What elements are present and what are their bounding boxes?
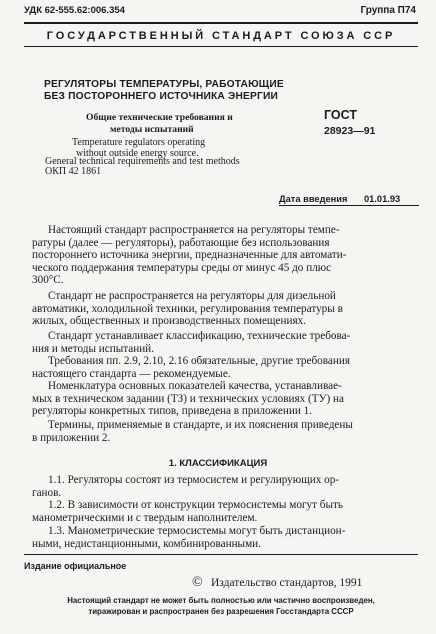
copyright-text: Издательство стандартов, 1991 [211,577,363,589]
header-rule [24,46,418,47]
english-title-line-2: without outside energy source. [76,148,199,159]
paragraph-classification-note [32,330,404,355]
clause-1-2 [32,499,404,524]
paragraph-exclusions [32,290,404,328]
subtitle-line-2: методы испытаний [110,124,194,135]
text-line: ганов. [32,486,62,499]
text-line: ратуры (далее — регуляторы), работающие без использования [32,236,330,249]
english-title-line-3: General technical requirements and test methods [45,156,240,167]
top-rule [24,22,418,24]
intro-date-value: 01.01.93 [364,194,401,204]
text-line: ными, недистанционными, комбинированными. [32,537,261,550]
clause-1-1 [32,474,404,499]
udk-code: УДК 62-555.62:006.354 [24,5,125,16]
edition-label: Издание официальное [24,561,127,571]
intro-date-label: Дата введения [279,194,348,204]
paragraph-terms [32,419,404,444]
text-line: мых в техническом задании (ТЗ) и технических условиях (ТУ) на [32,392,344,405]
text-line: ческого поддержания температуры среды от минус 45 до плюс [32,261,332,274]
text-line: настоящего стандарта — рекомендуемые. [32,367,231,380]
text-line: 1.1. Регуляторы состоят из термосистем и регулирующих ор- [48,474,340,486]
paragraph-nomenclature [32,380,404,418]
text-line: Номенклатура основных показателей качества, устанавливае- [48,380,342,392]
text-line: Термины, применяемые в стандарте, и их пояснения приведены [48,419,353,431]
footer-rule [24,554,418,555]
text-line: постороннего источника энергии, предназначенные для автомати- [32,249,347,262]
subtitle-line-1: Общие технические требования и [86,112,233,123]
english-title-line-1: Temperature regulators operating [72,137,206,148]
paragraph-scope [32,224,404,287]
paragraph-requirements [32,355,404,380]
clause-1-3 [32,525,404,550]
text-line: 1.3. Манометрические термосистемы могут быть дистанцион- [48,525,346,537]
section-heading: 1. КЛАССИФИКАЦИЯ [168,458,268,469]
text-line: Стандарт устанавливает классификацию, технические требова- [48,330,351,342]
reproduction-notice-line-1: Настоящий стандарт не может быть полностью или частично воспроизведен, [67,596,375,605]
intro-date-underline [279,205,419,206]
group-code: Группа П74 [360,5,416,16]
standard-title: ГОСУДАРСТВЕННЫЙ СТАНДАРТ СОЮЗА ССР [46,30,396,42]
gost-number: 28923—91 [324,125,376,137]
text-line: регуляторы конкретных типов, приведена в приложении 1. [32,405,313,418]
okp-code: ОКП 42 1861 [45,166,102,177]
text-line: автоматики, холодильной техники, регулирования температуры в [32,302,343,315]
title-line-2: БЕЗ ПОСТОРОННЕГО ИСТОЧНИКА ЭНЕРГИИ [44,91,279,102]
gost-label: ГОСТ [324,108,357,122]
text-line: ния и методы испытаний. [32,342,154,355]
text-line: 1.2. В зависимости от конструкции термосистемы могут быть [48,499,343,511]
reproduction-notice-line-2: тиражирован и распространен без разрешения Госстандарта СССР [88,607,354,616]
text-line: Настоящий стандарт распространяется на регуляторы темпе- [48,224,340,236]
copyright-icon: © [192,575,203,590]
text-line: в приложении 2. [32,431,111,444]
text-line: манометрическими и с твердым наполнителем. [32,511,258,524]
text-line: жилых, общественных и производственных помещениях. [32,315,307,328]
text-line: Требования пп. 2.9, 2.10, 2.16 обязательные, другие требования [48,355,350,367]
text-line: Стандарт не распространяется на регуляторы для дизельной [48,290,336,302]
text-line: 300°С. [32,274,64,287]
title-line-1: РЕГУЛЯТОРЫ ТЕМПЕРАТУРЫ, РАБОТАЮЩИЕ [44,79,284,90]
